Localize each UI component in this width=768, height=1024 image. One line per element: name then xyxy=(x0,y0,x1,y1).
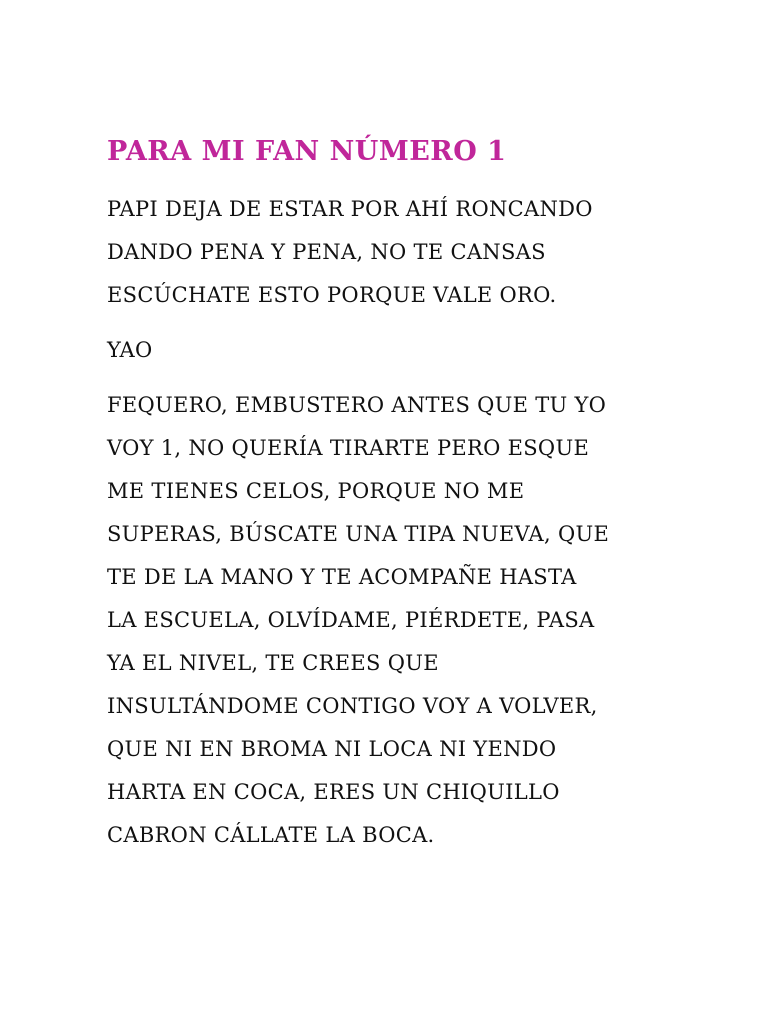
text-line: TE DE LA MANO Y TE ACOMPAÑE HASTA xyxy=(107,565,577,589)
text-line: FEQUERO, EMBUSTERO ANTES QUE TU YO xyxy=(107,393,607,417)
text-line: SUPERAS, BÚSCATE UNA TIPA NUEVA, QUE xyxy=(107,522,610,546)
paragraph-yao xyxy=(107,329,667,372)
text-line: LA ESCUELA, OLVÍDAME, PIÉRDETE, PASA xyxy=(107,608,595,632)
text-line: PAPI DEJA DE ESTAR POR AHÍ RONCANDO xyxy=(107,197,593,221)
text-line: YAO xyxy=(107,338,153,362)
text-line: INSULTÁNDOME CONTIGO VOY A VOLVER, xyxy=(107,694,598,718)
text-line: HARTA EN COCA, ERES UN CHIQUILLO xyxy=(107,780,560,804)
text-line: YA EL NIVEL, TE CREES QUE xyxy=(107,651,439,675)
document-content xyxy=(107,130,667,857)
text-line: QUE NI EN BROMA NI LOCA NI YENDO xyxy=(107,737,557,761)
text-line: CABRON CÁLLATE LA BOCA. xyxy=(107,823,435,847)
paragraph-intro xyxy=(107,188,667,317)
paragraph-lyrics xyxy=(107,384,667,857)
text-line: ESCÚCHATE ESTO PORQUE VALE ORO. xyxy=(107,283,557,307)
document-title: PARA MI FAN NÚMERO 1 xyxy=(107,136,507,167)
text-line: DANDO PENA Y PENA, NO TE CANSAS xyxy=(107,240,546,264)
text-line: VOY 1, NO QUERÍA TIRARTE PERO ESQUE xyxy=(107,436,590,460)
text-line: ME TIENES CELOS, PORQUE NO ME xyxy=(107,479,525,503)
